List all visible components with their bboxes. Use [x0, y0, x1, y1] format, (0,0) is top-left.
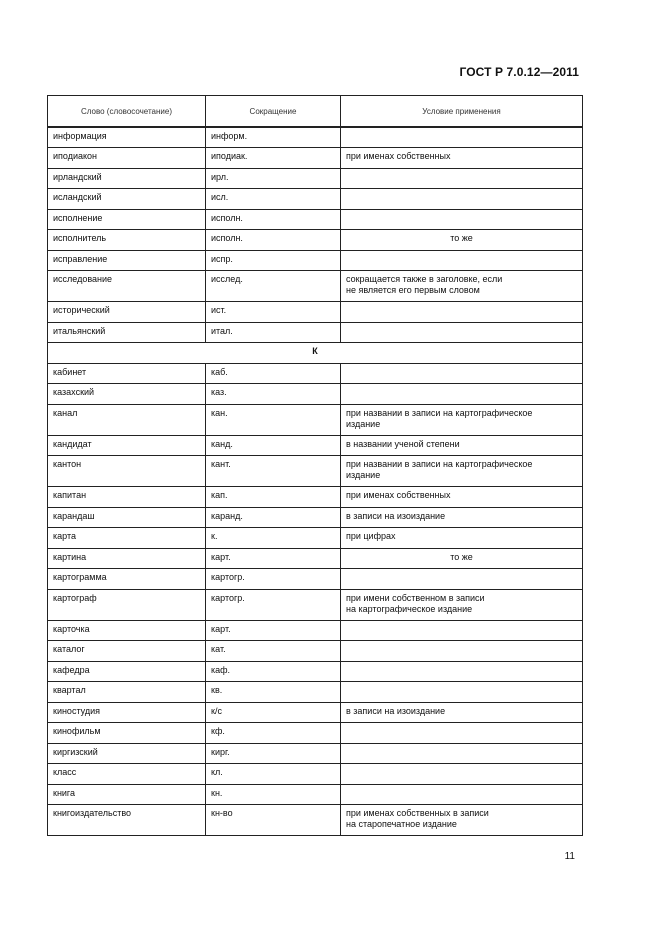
- word-cell: итальянский: [48, 322, 206, 343]
- table-row: [48, 168, 583, 189]
- word-cell: кандидат: [48, 435, 206, 456]
- word-cell: казахский: [48, 384, 206, 405]
- word-cell: карта: [48, 528, 206, 549]
- condition-cell: при именах собственных: [341, 487, 583, 508]
- condition-cell: [341, 127, 583, 148]
- table-row: [48, 507, 583, 528]
- abbreviation-cell: кн.: [206, 784, 341, 805]
- page-number: 11: [564, 851, 575, 862]
- condition-cell: при названии в записи на картографическое издание: [341, 404, 583, 435]
- table-row: [48, 209, 583, 230]
- abbreviation-cell: ирл.: [206, 168, 341, 189]
- condition-cell: [341, 784, 583, 805]
- table-row: [48, 764, 583, 785]
- word-cell: исправление: [48, 250, 206, 271]
- word-cell: картина: [48, 548, 206, 569]
- abbreviation-cell: к.: [206, 528, 341, 549]
- abbreviation-cell: кв.: [206, 682, 341, 703]
- table-row: [48, 620, 583, 641]
- table-row: [48, 230, 583, 251]
- table-row: [48, 784, 583, 805]
- condition-cell: сокращается также в заголовке, если не является его первым словом: [341, 271, 583, 302]
- word-cell: каталог: [48, 641, 206, 662]
- abbreviation-cell: информ.: [206, 127, 341, 148]
- condition-cell: при имени собственном в записи на картографическое издание: [341, 589, 583, 620]
- abbreviation-cell: кант.: [206, 456, 341, 487]
- table-row: [48, 743, 583, 764]
- condition-cell: в записи на изоиздание: [341, 702, 583, 723]
- condition-cell: в названии ученой степени: [341, 435, 583, 456]
- abbreviation-cell: иподиак.: [206, 148, 341, 169]
- abbreviation-cell: картогр.: [206, 569, 341, 590]
- word-cell: киностудия: [48, 702, 206, 723]
- column-header-condition: Условие применения: [341, 96, 583, 128]
- table-header-row: [48, 96, 583, 128]
- table-row: [48, 661, 583, 682]
- word-cell: карандаш: [48, 507, 206, 528]
- word-cell: книгоиздательство: [48, 805, 206, 836]
- word-cell: ирландский: [48, 168, 206, 189]
- condition-cell: при названии в записи на картографическое издание: [341, 456, 583, 487]
- condition-cell: то же: [341, 230, 583, 251]
- table-row: [48, 456, 583, 487]
- abbreviation-cell: каф.: [206, 661, 341, 682]
- section-k: [48, 343, 583, 364]
- abbreviation-cell: карт.: [206, 620, 341, 641]
- table-row: [48, 322, 583, 343]
- table-row: [48, 589, 583, 620]
- condition-cell: [341, 384, 583, 405]
- word-cell: картограф: [48, 589, 206, 620]
- abbreviation-cell: карт.: [206, 548, 341, 569]
- word-cell: кинофильм: [48, 723, 206, 744]
- condition-cell: [341, 620, 583, 641]
- section-letter: К: [48, 343, 583, 364]
- table-row: [48, 435, 583, 456]
- condition-cell: [341, 363, 583, 384]
- abbreviation-cell: кн-во: [206, 805, 341, 836]
- abbreviation-cell: каранд.: [206, 507, 341, 528]
- abbreviation-cell: каб.: [206, 363, 341, 384]
- document-code: ГОСТ Р 7.0.12—2011: [459, 65, 579, 79]
- table-row: [48, 805, 583, 836]
- abbreviation-cell: кирг.: [206, 743, 341, 764]
- column-header-abbreviation: Сокращение: [206, 96, 341, 128]
- abbreviation-cell: итал.: [206, 322, 341, 343]
- condition-cell: то же: [341, 548, 583, 569]
- abbreviation-cell: исполн.: [206, 230, 341, 251]
- word-cell: карточка: [48, 620, 206, 641]
- condition-cell: [341, 302, 583, 323]
- abbreviation-cell: испр.: [206, 250, 341, 271]
- word-cell: кантон: [48, 456, 206, 487]
- abbreviation-cell: кап.: [206, 487, 341, 508]
- table-row: [48, 682, 583, 703]
- word-cell: исторический: [48, 302, 206, 323]
- condition-cell: [341, 250, 583, 271]
- abbreviation-cell: кф.: [206, 723, 341, 744]
- word-cell: класс: [48, 764, 206, 785]
- table-row: [48, 528, 583, 549]
- abbreviation-cell: кл.: [206, 764, 341, 785]
- table-row: [48, 569, 583, 590]
- word-cell: исполнитель: [48, 230, 206, 251]
- table-row: [48, 384, 583, 405]
- abbreviation-cell: кат.: [206, 641, 341, 662]
- table-row: [48, 404, 583, 435]
- abbreviation-cell: кан.: [206, 404, 341, 435]
- table-row: [48, 641, 583, 662]
- abbreviation-cell: ист.: [206, 302, 341, 323]
- condition-cell: [341, 743, 583, 764]
- word-cell: капитан: [48, 487, 206, 508]
- table-row: [48, 363, 583, 384]
- abbreviation-cell: картогр.: [206, 589, 341, 620]
- table-row: [48, 723, 583, 744]
- abbreviation-cell: каз.: [206, 384, 341, 405]
- word-cell: киргизский: [48, 743, 206, 764]
- table-body-k: [48, 363, 583, 836]
- table-row: [48, 702, 583, 723]
- table-row: [48, 127, 583, 148]
- condition-cell: [341, 723, 583, 744]
- table-row: [48, 148, 583, 169]
- word-cell: книга: [48, 784, 206, 805]
- table-row: [48, 487, 583, 508]
- condition-cell: [341, 209, 583, 230]
- word-cell: иподиакон: [48, 148, 206, 169]
- condition-cell: [341, 661, 583, 682]
- abbreviation-cell: исполн.: [206, 209, 341, 230]
- word-cell: канал: [48, 404, 206, 435]
- condition-cell: [341, 764, 583, 785]
- condition-cell: [341, 189, 583, 210]
- condition-cell: [341, 168, 583, 189]
- word-cell: кабинет: [48, 363, 206, 384]
- word-cell: исландский: [48, 189, 206, 210]
- table-row: [48, 271, 583, 302]
- condition-cell: при цифрах: [341, 528, 583, 549]
- condition-cell: при именах собственных в записи на старопечатное издание: [341, 805, 583, 836]
- word-cell: кафедра: [48, 661, 206, 682]
- abbreviation-cell: канд.: [206, 435, 341, 456]
- condition-cell: [341, 322, 583, 343]
- condition-cell: в записи на изоиздание: [341, 507, 583, 528]
- section-row: [48, 343, 583, 364]
- word-cell: исполнение: [48, 209, 206, 230]
- abbreviation-cell: к/с: [206, 702, 341, 723]
- condition-cell: при именах собственных: [341, 148, 583, 169]
- abbreviation-cell: исслед.: [206, 271, 341, 302]
- condition-cell: [341, 641, 583, 662]
- word-cell: квартал: [48, 682, 206, 703]
- word-cell: картограмма: [48, 569, 206, 590]
- condition-cell: [341, 682, 583, 703]
- table-row: [48, 189, 583, 210]
- word-cell: информация: [48, 127, 206, 148]
- column-header-word: Слово (словосочетание): [48, 96, 206, 128]
- table-row: [48, 548, 583, 569]
- table-row: [48, 302, 583, 323]
- word-cell: исследование: [48, 271, 206, 302]
- table-body-i: [48, 127, 583, 343]
- abbreviation-table: [47, 95, 583, 836]
- table-row: [48, 250, 583, 271]
- abbreviation-cell: исл.: [206, 189, 341, 210]
- condition-cell: [341, 569, 583, 590]
